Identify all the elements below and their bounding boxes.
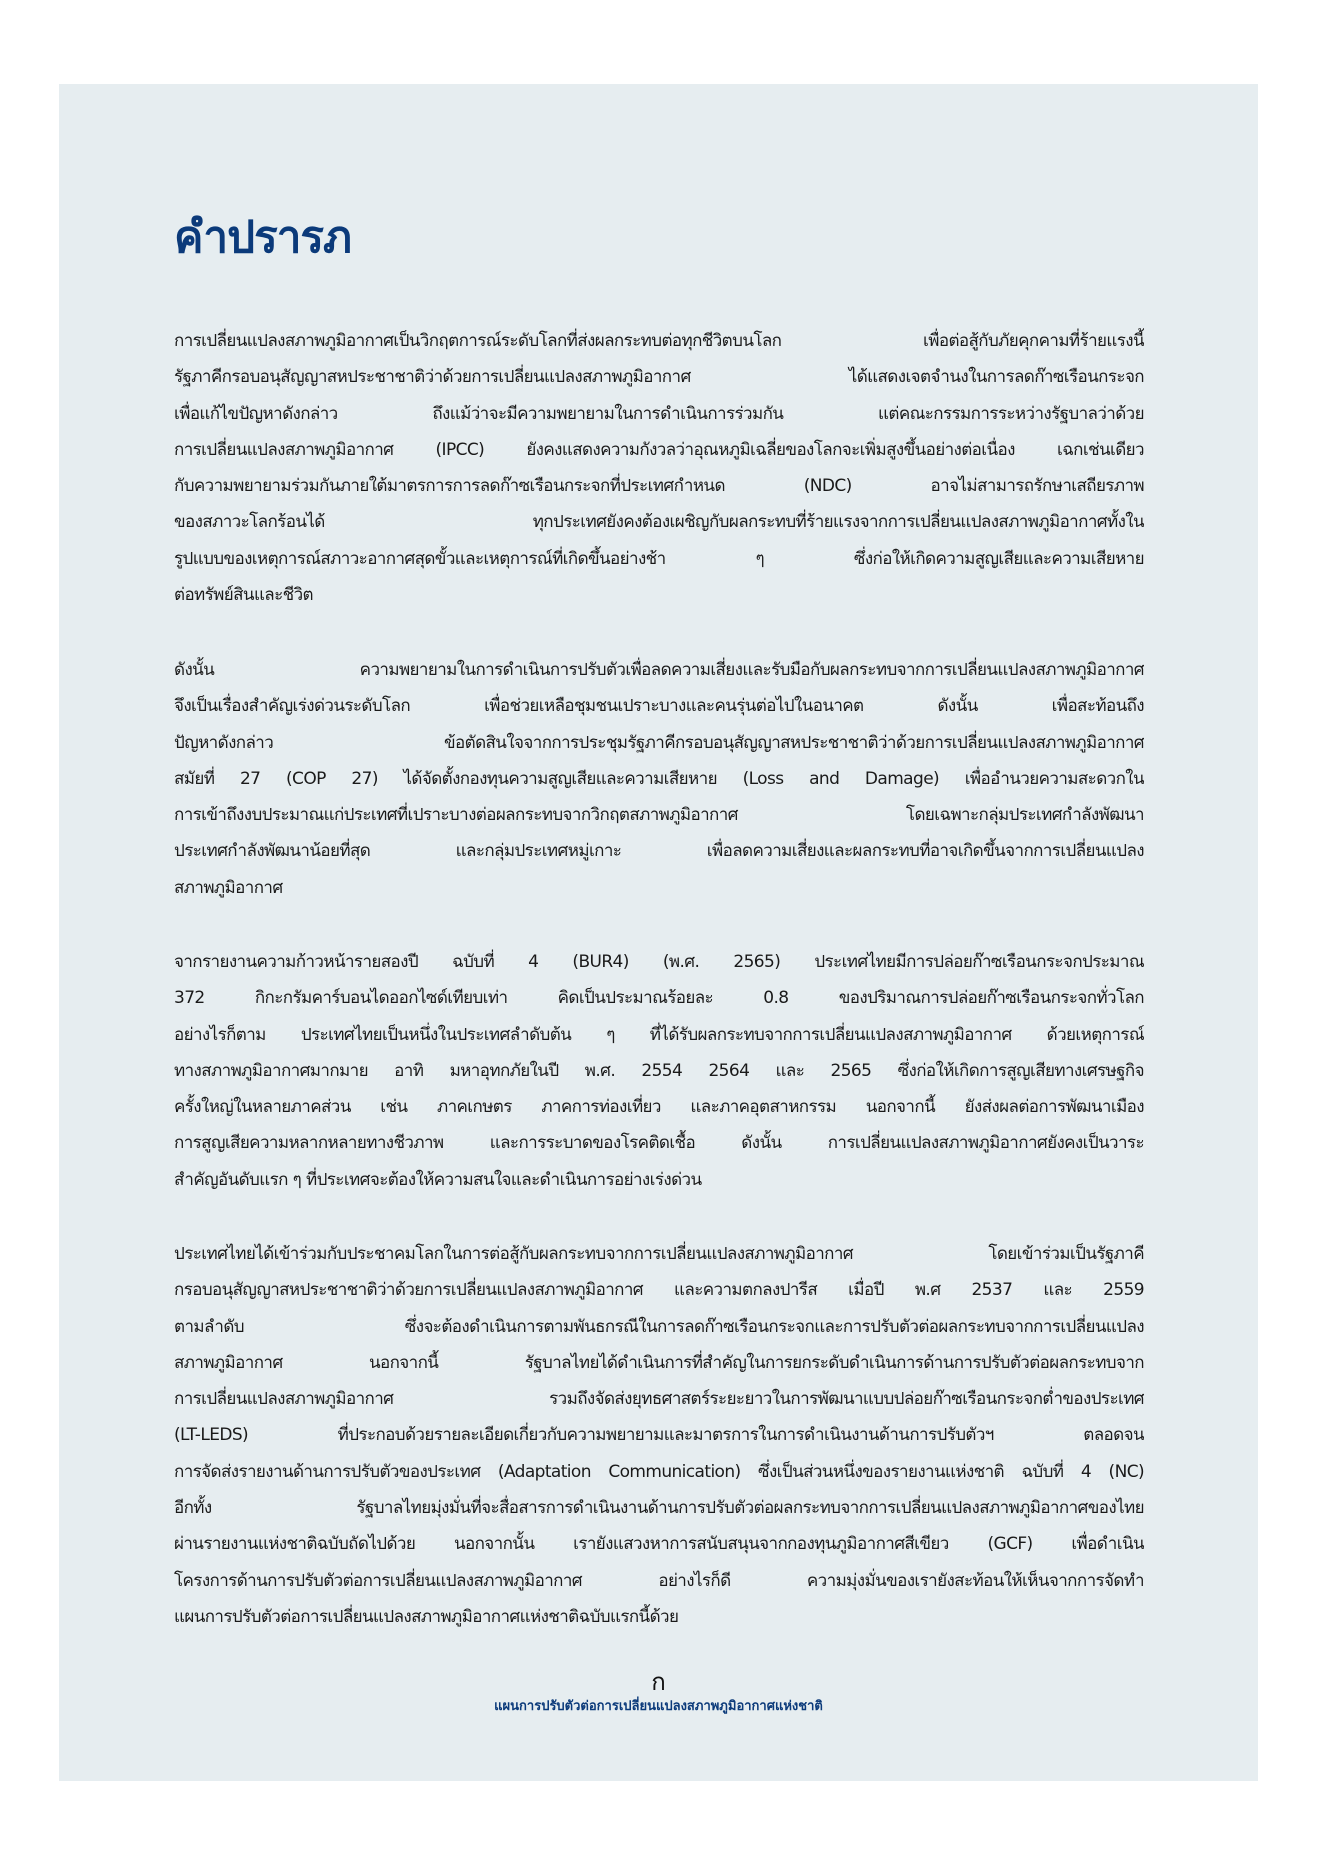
paragraph-line: อีกทั้ง รัฐบาลไทยมุ่งมั่นที่จะสื่อสารการดำเนินงานด้านการปรับตัวต่อผลกระทบจากการเปลี่ยนแปลงสภาพภูมิอากาศของไทย bbox=[174, 1498, 1144, 1519]
paragraph-3 bbox=[174, 944, 1144, 1198]
paragraph-line: การสูญเสียความหลากหลายทางชีวภาพ และการระบาดของโรคติดเชื้อ ดังนั้น การเปลี่ยนแปลงสภาพภูมิอากาศยังคงเป็นวาระ bbox=[174, 1133, 1144, 1154]
paragraph-line: ประเทศกำลังพัฒนาน้อยที่สุด และกลุ่มประเทศหมู่เกาะ เพื่อลดความเสี่ยงและผลกระทบที่อาจเกิดขึ้นจากการเปลี่ยนแปลง bbox=[174, 841, 1144, 862]
footer-document-title: แผนการปรับตัวต่อการเปลี่ยนแปลงสภาพภูมิอากาศแห่งชาติ bbox=[494, 1699, 823, 1714]
paragraph-line: ต่อทรัพย์สินและชีวิต bbox=[174, 585, 313, 606]
paragraph-line: อย่างไรก็ตาม ประเทศไทยเป็นหนึ่งในประเทศลำดับต้น ๆ ที่ได้รับผลกระทบจากการเปลี่ยนแปลงสภาพภูมิอากาศ ด้วยเหตุการณ์ bbox=[174, 1024, 1144, 1045]
paragraph-line: การเปลี่ยนแปลงสภาพภูมิอากาศ (IPCC) ยังคงแสดงความกังวลว่าอุณหภูมิเฉลี่ยของโลกจะเพิ่มสูงขึ้นอย่างต่อเนื่อง เฉกเช่นเดียว bbox=[174, 439, 1144, 460]
paragraph-line: ปัญหาดังกล่าว ข้อตัดสินใจจากการประชุมรัฐภาคีกรอบอนุสัญญาสหประชาชาติว่าด้วยการเปลี่ยนแปลงสภาพภูมิอากาศ bbox=[174, 732, 1144, 753]
paragraph-line: จึงเป็นเรื่องสำคัญเร่งด่วนระดับโลก เพื่อช่วยเหลือชุมชนเปราะบางและคนรุ่นต่อไปในอนาคต ดังนั้น เพื่อสะท้อนถึง bbox=[174, 696, 1144, 717]
paragraph-line: การเข้าถึงงบประมาณแก่ประเทศที่เปราะบางต่อผลกระทบจากวิกฤตสภาพภูมิอากาศ โดยเฉพาะกลุ่มประเทศกำลังพัฒนา bbox=[174, 805, 1144, 826]
paragraph-1 bbox=[174, 323, 1144, 613]
paragraph-4 bbox=[174, 1236, 1144, 1635]
paragraph-line: (LT-LEDS) ที่ประกอบด้วยรายละเอียดเกี่ยวกับความพยายามและมาตรการในการดำเนินงานด้านการปรับตัวฯ ตลอดจน bbox=[174, 1425, 1144, 1446]
paragraph-line: สภาพภูมิอากาศ bbox=[174, 877, 283, 898]
page-title: คำปรารภ bbox=[174, 212, 352, 263]
paragraph-line: ครั้งใหญ่ในหลายภาคส่วน เช่น ภาคเกษตร ภาคการท่องเที่ยว และภาคอุตสาหกรรม นอกจากนี้ ยังส่งผลต่อการพัฒนาเมือง bbox=[174, 1097, 1144, 1118]
paragraph-line: ผ่านรายงานแห่งชาติฉบับถัดไปด้วย นอกจากนั้น เรายังแสวงหาการสนับสนุนจากกองทุนภูมิอากาศสีเขียว (GCF) เพื่อดำเนิน bbox=[174, 1534, 1144, 1555]
paragraph-line: ทางสภาพภูมิอากาศมากมาย อาทิ มหาอุทกภัยในปี พ.ศ. 2554 2564 และ 2565 ซึ่งก่อให้เกิดการสูญเสียทางเศรษฐกิจ bbox=[174, 1060, 1144, 1081]
paragraph-line: สำคัญอันดับแรก ๆ ที่ประเทศจะต้องให้ความสนใจและดำเนินการอย่างเร่งด่วน bbox=[174, 1169, 702, 1190]
paragraph-line: 372 กิกะกรัมคาร์บอนไดออกไซด์เทียบเท่า คิดเป็นประมาณร้อยละ 0.8 ของปริมาณการปล่อยก๊าซเรือนกระจกทั่วโลก bbox=[174, 988, 1144, 1009]
paragraph-line: รัฐภาคีกรอบอนุสัญญาสหประชาชาติว่าด้วยการเปลี่ยนแปลงสภาพภูมิอากาศ ได้แสดงเจตจำนงในการลดก๊าซเรือนกระจก bbox=[174, 367, 1144, 388]
page-number: ก bbox=[651, 1668, 666, 1696]
paragraph-line: กับความพยายามร่วมกันภายใต้มาตรการการลดก๊าซเรือนกระจกที่ประเทศกำหนด (NDC) อาจไม่สามารถรักษาเสถียรภาพ bbox=[174, 476, 1144, 497]
paragraph-line: รูปแบบของเหตุการณ์สภาวะอากาศสุดขั้วและเหตุการณ์ที่เกิดขึ้นอย่างช้า ๆ ซึ่งก่อให้เกิดความสูญเสียและความเสียหาย bbox=[174, 548, 1144, 569]
paragraph-line: การเปลี่ยนแปลงสภาพภูมิอากาศ รวมถึงจัดส่งยุทธศาสตร์ระยะยาวในการพัฒนาแบบปล่อยก๊าซเรือนกระจกต่ำของประเทศ bbox=[174, 1389, 1144, 1410]
paragraph-2 bbox=[174, 652, 1144, 906]
paragraph-line: การจัดส่งรายงานด้านการปรับตัวของประเทศ (Adaptation Communication) ซึ่งเป็นส่วนหนึ่งของรายงานแห่งชาติ ฉบับที่ 4 (NC) bbox=[174, 1461, 1144, 1482]
paragraph-line: แผนการปรับตัวต่อการเปลี่ยนแปลงสภาพภูมิอากาศแห่งชาติฉบับแรกนี้ด้วย bbox=[174, 1606, 679, 1627]
paragraph-line: ดังนั้น ความพยายามในการดำเนินการปรับตัวเพื่อลดความเสี่ยงและรับมือกับผลกระทบจากการเปลี่ยนแปลงสภาพภูมิอากาศ bbox=[174, 660, 1144, 680]
paragraph-line: สภาพภูมิอากาศ นอกจากนี้ รัฐบาลไทยได้ดำเนินการที่สำคัญในการยกระดับดำเนินการด้านการปรับตัวต่อผลกระทบจาก bbox=[174, 1352, 1144, 1373]
paragraph-line: จากรายงานความก้าวหน้ารายสองปี ฉบับที่ 4 (BUR4) (พ.ศ. 2565) ประเทศไทยมีการปล่อยก๊าซเรือนกระจกประมาณ bbox=[174, 952, 1144, 972]
paragraph-line: กรอบอนุสัญญาสหประชาชาติว่าด้วยการเปลี่ยนแปลงสภาพภูมิอากาศ และความตกลงปารีส เมื่อปี พ.ศ 2537 และ 2559 bbox=[174, 1280, 1144, 1301]
paragraph-line: การเปลี่ยนแปลงสภาพภูมิอากาศเป็นวิกฤตการณ์ระดับโลกที่ส่งผลกระทบต่อทุกชีวิตบนโลก เพื่อต่อสู้กับภัยคุกคามที่ร้ายแรงนี้ bbox=[174, 331, 1144, 351]
paragraph-line: โครงการด้านการปรับตัวต่อการเปลี่ยนแปลงสภาพภูมิอากาศ อย่างไรก็ดี ความมุ่งมั่นของเรายังสะท้อนให้เห็นจากการจัดทำ bbox=[174, 1570, 1144, 1591]
paragraph-line: ของสภาวะโลกร้อนได้ ทุกประเทศยังคงต้องเผชิญกับผลกระทบที่ร้ายแรงจากการเปลี่ยนแปลงสภาพภูมิอากาศทั้งใน bbox=[174, 512, 1144, 533]
paragraph-line: ประเทศไทยได้เข้าร่วมกับประชาคมโลกในการต่อสู้กับผลกระทบจากการเปลี่ยนแปลงสภาพภูมิอากาศ โดยเข้าร่วมเป็นรัฐภาคี bbox=[174, 1244, 1144, 1264]
paragraph-line: เพื่อแก้ไขปัญหาดังกล่าว ถึงแม้ว่าจะมีความพยายามในการดำเนินการร่วมกัน แต่คณะกรรมการระหว่างรัฐบาลว่าด้วย bbox=[174, 403, 1144, 424]
paragraph-line: ตามลำดับ ซึ่งจะต้องดำเนินการตามพันธกรณีในการลดก๊าซเรือนกระจกและการปรับตัวต่อผลกระทบจากการเปลี่ยนแปลง bbox=[174, 1316, 1144, 1337]
paragraph-line: สมัยที่ 27 (COP 27) ได้จัดตั้งกองทุนความสูญเสียและความเสียหาย (Loss and Damage) เพื่ออำนวยความสะดวกใน bbox=[174, 768, 1144, 789]
